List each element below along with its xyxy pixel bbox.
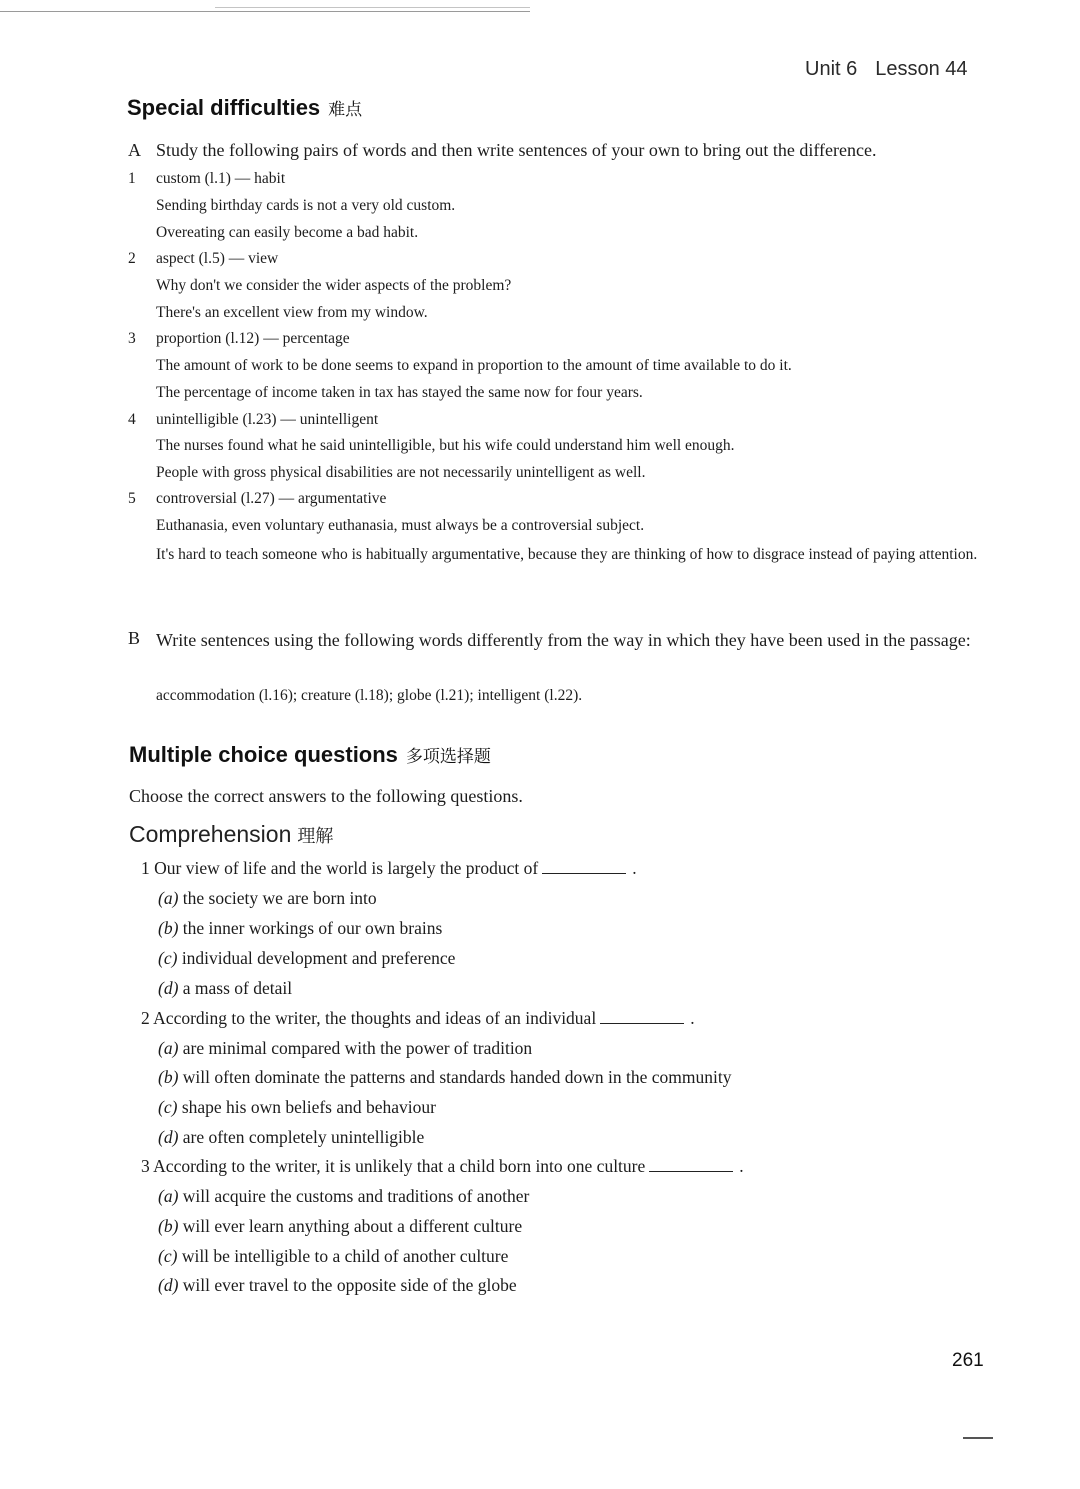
option-text: will ever travel to the opposite side of the globe — [182, 1275, 517, 1295]
option[interactable] — [158, 918, 442, 939]
option[interactable] — [158, 1067, 731, 1088]
mcq-intro: Choose the correct answers to the following questions. — [129, 786, 523, 806]
option-letter: (d) — [158, 978, 179, 998]
section-a-instruction: Study the following pairs of words and then write sentences of your own to bring out the difference. — [156, 140, 877, 160]
option-text: the inner workings of our own brains — [182, 918, 443, 938]
example-sentence: There's an excellent view from my window. — [156, 304, 428, 321]
word-pair: custom (l.1) — habit — [156, 170, 286, 187]
option-letter: (b) — [158, 1216, 179, 1236]
option-text: will often dominate the patterns and standards handed down in the community — [182, 1067, 732, 1087]
option[interactable] — [158, 1216, 522, 1237]
option[interactable] — [158, 1097, 436, 1118]
section-b-words: accommodation (l.16); creature (l.18); globe (l.21); intelligent (l.22). — [156, 687, 583, 704]
example-sentence: Euthanasia, even voluntary euthanasia, must always be a controversial subject. — [156, 517, 645, 534]
example-sentence: Why don't we consider the wider aspects of the problem? — [156, 277, 512, 294]
item-number: 4 — [128, 411, 136, 428]
special-difficulties-heading — [127, 95, 362, 121]
question-3 — [141, 1156, 744, 1177]
answer-blank[interactable] — [649, 1171, 733, 1172]
mcq-heading — [129, 742, 491, 768]
option-letter: (a) — [158, 888, 179, 908]
question-stem: Our view of life and the world is largely the product of — [154, 858, 539, 878]
option-letter: (d) — [158, 1127, 179, 1147]
example-sentence: Sending birthday cards is not a very old custom. — [156, 197, 456, 214]
page-number: 261 — [952, 1350, 984, 1371]
option-letter: (a) — [158, 1038, 179, 1058]
question-stem: According to the writer, the thoughts and ideas of an individual — [153, 1008, 597, 1028]
special-difficulties-title-cn: 难点 — [328, 100, 363, 120]
option-letter: (b) — [158, 918, 179, 938]
option[interactable] — [158, 1038, 532, 1059]
answer-blank[interactable] — [600, 1023, 684, 1024]
question-2 — [141, 1008, 695, 1029]
option-letter: (c) — [158, 1097, 178, 1117]
item-number: 1 — [128, 170, 136, 187]
question-end: . — [739, 1156, 744, 1176]
item-number: 3 — [128, 330, 136, 347]
question-end: . — [690, 1008, 695, 1028]
running-head — [805, 58, 968, 81]
word-pair: aspect (l.5) — view — [156, 250, 279, 267]
option-text: a mass of detail — [182, 978, 293, 998]
word-pair: proportion (l.12) — percentage — [156, 330, 350, 347]
item-number: 2 — [128, 250, 136, 267]
section-b-letter: B — [128, 628, 141, 648]
option-letter: (a) — [158, 1186, 179, 1206]
item-number: 5 — [128, 490, 136, 507]
question-number: 1 — [141, 858, 150, 878]
running-head-unit: Unit 6 — [805, 58, 858, 80]
example-sentence: It's hard to teach someone who is habitually argumentative, because they are thinking of how to disgrace instead of paying attention. — [156, 546, 978, 563]
example-sentence: People with gross physical disabilities are not necessarily unintelligent as well. — [156, 464, 646, 481]
option-text: will be intelligible to a child of another culture — [181, 1246, 509, 1266]
mcq-title: Multiple choice questions — [129, 742, 398, 767]
running-head-lesson: Lesson 44 — [875, 58, 968, 80]
option[interactable] — [158, 948, 455, 969]
option-letter: (c) — [158, 1246, 178, 1266]
option-text: the society we are born into — [182, 888, 377, 908]
answer-blank[interactable] — [542, 873, 626, 874]
option[interactable] — [158, 1246, 508, 1267]
comprehension-heading — [129, 821, 333, 848]
word-pair: controversial (l.27) — argumentative — [156, 490, 387, 507]
option[interactable] — [158, 1127, 424, 1148]
option[interactable] — [158, 978, 292, 999]
option[interactable] — [158, 1275, 517, 1296]
option[interactable] — [158, 888, 377, 909]
option-text: are minimal compared with the power of tradition — [182, 1038, 533, 1058]
top-scan-rule — [0, 11, 530, 12]
option[interactable] — [158, 1186, 529, 1207]
question-1 — [141, 858, 637, 879]
question-number: 2 — [141, 1008, 150, 1028]
comprehension-title: Comprehension — [129, 821, 292, 847]
example-sentence: Overeating can easily become a bad habit. — [156, 224, 419, 241]
section-a-letter: A — [128, 140, 141, 160]
comprehension-title-cn: 理解 — [297, 826, 334, 847]
top-scan-rule-secondary — [215, 7, 530, 8]
example-sentence: The amount of work to be done seems to expand in proportion to the amount of time available to do it. — [156, 357, 792, 374]
example-sentence: The nurses found what he said unintelligible, but his wife could understand him well enough. — [156, 437, 735, 454]
option-text: shape his own beliefs and behaviour — [181, 1097, 436, 1117]
example-sentence: The percentage of income taken in tax has stayed the same now for four years. — [156, 384, 643, 401]
mcq-title-cn: 多项选择题 — [405, 747, 491, 767]
footer-mark — [963, 1437, 993, 1439]
section-b-instruction: Write sentences using the following words differently from the way in which they have been used in the passage: — [156, 630, 971, 650]
option-text: are often completely unintelligible — [182, 1127, 425, 1147]
question-number: 3 — [141, 1156, 150, 1176]
option-text: individual development and preference — [181, 948, 456, 968]
option-letter: (c) — [158, 948, 178, 968]
option-letter: (d) — [158, 1275, 179, 1295]
question-end: . — [632, 858, 637, 878]
special-difficulties-title: Special difficulties — [127, 95, 321, 120]
option-text: will ever learn anything about a different culture — [182, 1216, 523, 1236]
option-text: will acquire the customs and traditions of another — [182, 1186, 530, 1206]
question-stem: According to the writer, it is unlikely that a child born into one culture — [153, 1156, 646, 1176]
option-letter: (b) — [158, 1067, 179, 1087]
word-pair: unintelligible (l.23) — unintelligent — [156, 411, 379, 428]
